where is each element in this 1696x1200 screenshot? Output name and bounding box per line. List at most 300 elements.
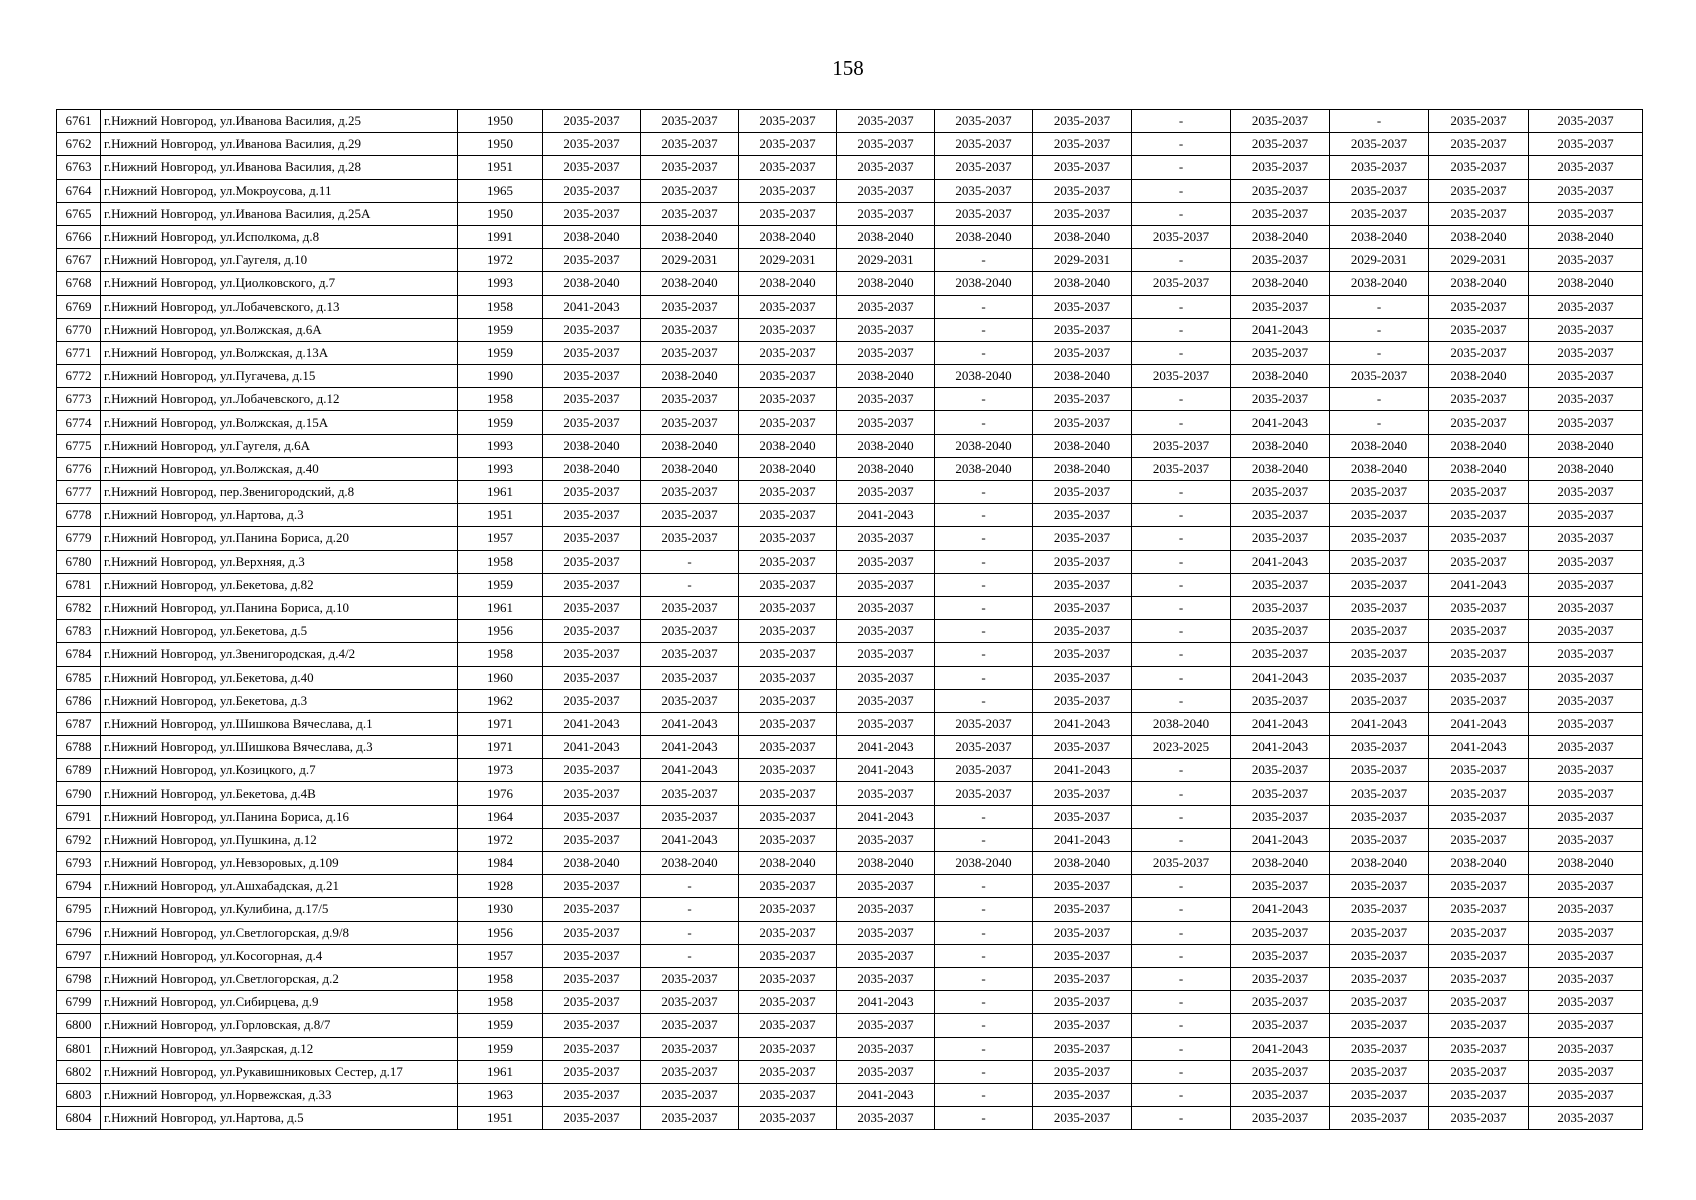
row-number-cell: 6774 — [57, 411, 101, 434]
period-cell-1: 2041-2043 — [543, 295, 641, 318]
period-cell-5: - — [935, 388, 1033, 411]
period-cell-4: 2035-2037 — [837, 828, 935, 851]
address-cell: г.Нижний Новгород, ул.Козицкого, д.7 — [101, 759, 458, 782]
period-cell-10: 2035-2037 — [1429, 1107, 1529, 1130]
table-row — [57, 133, 1643, 156]
period-cell-3: 2035-2037 — [739, 921, 837, 944]
row-number-cell: 6763 — [57, 156, 101, 179]
period-cell-11: 2035-2037 — [1529, 596, 1643, 619]
period-cell-10: 2035-2037 — [1429, 550, 1529, 573]
row-number-cell: 6798 — [57, 967, 101, 990]
year-cell: 1951 — [458, 156, 543, 179]
period-cell-7: - — [1132, 1037, 1231, 1060]
row-number-cell: 6792 — [57, 828, 101, 851]
table-body — [57, 110, 1643, 1130]
period-cell-1: 2035-2037 — [543, 1060, 641, 1083]
address-cell: г.Нижний Новгород, ул.Заярская, д.12 — [101, 1037, 458, 1060]
period-cell-4: 2035-2037 — [837, 620, 935, 643]
year-cell: 1984 — [458, 852, 543, 875]
period-cell-8: 2035-2037 — [1231, 991, 1330, 1014]
period-cell-10: 2035-2037 — [1429, 759, 1529, 782]
period-cell-7: - — [1132, 689, 1231, 712]
period-cell-11: 2035-2037 — [1529, 550, 1643, 573]
period-cell-1: 2035-2037 — [543, 341, 641, 364]
period-cell-7: - — [1132, 411, 1231, 434]
period-cell-8: 2035-2037 — [1231, 388, 1330, 411]
period-cell-2: 2035-2037 — [641, 1060, 739, 1083]
table-row — [57, 898, 1643, 921]
row-number-cell: 6776 — [57, 457, 101, 480]
period-cell-2: 2035-2037 — [641, 388, 739, 411]
period-cell-6: 2041-2043 — [1033, 828, 1132, 851]
period-cell-4: 2035-2037 — [837, 527, 935, 550]
period-cell-4: 2035-2037 — [837, 573, 935, 596]
period-cell-11: 2035-2037 — [1529, 1107, 1643, 1130]
period-cell-8: 2035-2037 — [1231, 1014, 1330, 1037]
period-cell-8: 2041-2043 — [1231, 898, 1330, 921]
period-cell-3: 2035-2037 — [739, 504, 837, 527]
period-cell-10: 2035-2037 — [1429, 921, 1529, 944]
period-cell-8: 2041-2043 — [1231, 550, 1330, 573]
table-row — [57, 991, 1643, 1014]
period-cell-10: 2035-2037 — [1429, 1014, 1529, 1037]
year-cell: 1950 — [458, 202, 543, 225]
period-cell-1: 2035-2037 — [543, 550, 641, 573]
period-cell-7: 2035-2037 — [1132, 225, 1231, 248]
period-cell-7: - — [1132, 828, 1231, 851]
period-cell-1: 2035-2037 — [543, 1083, 641, 1106]
row-number-cell: 6791 — [57, 805, 101, 828]
period-cell-1: 2035-2037 — [543, 504, 641, 527]
period-cell-3: 2035-2037 — [739, 991, 837, 1014]
period-cell-4: 2041-2043 — [837, 1083, 935, 1106]
period-cell-6: 2035-2037 — [1033, 295, 1132, 318]
period-cell-5: - — [935, 689, 1033, 712]
period-cell-1: 2035-2037 — [543, 991, 641, 1014]
table-row — [57, 341, 1643, 364]
period-cell-11: 2038-2040 — [1529, 225, 1643, 248]
period-cell-8: 2041-2043 — [1231, 666, 1330, 689]
period-cell-6: 2035-2037 — [1033, 944, 1132, 967]
period-cell-7: - — [1132, 133, 1231, 156]
address-cell: г.Нижний Новгород, ул.Лобачевского, д.13 — [101, 295, 458, 318]
row-number-cell: 6785 — [57, 666, 101, 689]
period-cell-10: 2035-2037 — [1429, 620, 1529, 643]
period-cell-11: 2035-2037 — [1529, 504, 1643, 527]
period-cell-3: 2035-2037 — [739, 550, 837, 573]
period-cell-1: 2035-2037 — [543, 967, 641, 990]
period-cell-4: 2035-2037 — [837, 550, 935, 573]
period-cell-3: 2035-2037 — [739, 1107, 837, 1130]
period-cell-9: 2029-2031 — [1330, 249, 1429, 272]
period-cell-2: 2035-2037 — [641, 156, 739, 179]
row-number-cell: 6800 — [57, 1014, 101, 1037]
period-cell-4: 2035-2037 — [837, 179, 935, 202]
period-cell-3: 2035-2037 — [739, 967, 837, 990]
address-cell: г.Нижний Новгород, ул.Волжская, д.6А — [101, 318, 458, 341]
year-cell: 1963 — [458, 1083, 543, 1106]
period-cell-10: 2035-2037 — [1429, 643, 1529, 666]
period-cell-8: 2035-2037 — [1231, 689, 1330, 712]
period-cell-2: - — [641, 573, 739, 596]
period-cell-5: - — [935, 643, 1033, 666]
period-cell-10: 2035-2037 — [1429, 133, 1529, 156]
period-cell-5: - — [935, 1060, 1033, 1083]
period-cell-5: - — [935, 411, 1033, 434]
period-cell-3: 2035-2037 — [739, 828, 837, 851]
period-cell-10: 2035-2037 — [1429, 202, 1529, 225]
row-number-cell: 6803 — [57, 1083, 101, 1106]
period-cell-11: 2035-2037 — [1529, 944, 1643, 967]
period-cell-8: 2038-2040 — [1231, 272, 1330, 295]
period-cell-11: 2035-2037 — [1529, 318, 1643, 341]
period-cell-2: 2035-2037 — [641, 991, 739, 1014]
row-number-cell: 6772 — [57, 365, 101, 388]
period-cell-1: 2038-2040 — [543, 457, 641, 480]
year-cell: 1972 — [458, 828, 543, 851]
period-cell-4: 2041-2043 — [837, 991, 935, 1014]
period-cell-9: 2035-2037 — [1330, 898, 1429, 921]
year-cell: 1959 — [458, 1014, 543, 1037]
period-cell-6: 2035-2037 — [1033, 620, 1132, 643]
period-cell-2: 2035-2037 — [641, 110, 739, 133]
period-cell-6: 2035-2037 — [1033, 133, 1132, 156]
period-cell-5: - — [935, 527, 1033, 550]
period-cell-3: 2035-2037 — [739, 411, 837, 434]
period-cell-8: 2041-2043 — [1231, 318, 1330, 341]
period-cell-6: 2035-2037 — [1033, 411, 1132, 434]
period-cell-5: 2038-2040 — [935, 365, 1033, 388]
period-cell-8: 2035-2037 — [1231, 805, 1330, 828]
row-number-cell: 6784 — [57, 643, 101, 666]
period-cell-1: 2035-2037 — [543, 249, 641, 272]
period-cell-8: 2035-2037 — [1231, 620, 1330, 643]
row-number-cell: 6766 — [57, 225, 101, 248]
period-cell-9: 2035-2037 — [1330, 202, 1429, 225]
period-cell-7: - — [1132, 388, 1231, 411]
period-cell-11: 2038-2040 — [1529, 434, 1643, 457]
period-cell-3: 2035-2037 — [739, 898, 837, 921]
period-cell-2: 2038-2040 — [641, 225, 739, 248]
year-cell: 1959 — [458, 341, 543, 364]
period-cell-2: 2035-2037 — [641, 1107, 739, 1130]
table-row — [57, 457, 1643, 480]
row-number-cell: 6769 — [57, 295, 101, 318]
table-row — [57, 759, 1643, 782]
table-row — [57, 411, 1643, 434]
year-cell: 1950 — [458, 110, 543, 133]
period-cell-2: 2038-2040 — [641, 434, 739, 457]
period-cell-11: 2035-2037 — [1529, 573, 1643, 596]
period-cell-10: 2041-2043 — [1429, 712, 1529, 735]
period-cell-4: 2035-2037 — [837, 921, 935, 944]
year-cell: 1951 — [458, 504, 543, 527]
period-cell-2: 2041-2043 — [641, 759, 739, 782]
period-cell-9: 2038-2040 — [1330, 434, 1429, 457]
period-cell-3: 2035-2037 — [739, 341, 837, 364]
period-cell-7: - — [1132, 875, 1231, 898]
period-cell-10: 2035-2037 — [1429, 110, 1529, 133]
period-cell-1: 2035-2037 — [543, 110, 641, 133]
period-cell-9: 2035-2037 — [1330, 944, 1429, 967]
period-cell-7: 2035-2037 — [1132, 457, 1231, 480]
period-cell-4: 2035-2037 — [837, 1107, 935, 1130]
address-cell: г.Нижний Новгород, ул.Норвежская, д.33 — [101, 1083, 458, 1106]
period-cell-10: 2035-2037 — [1429, 967, 1529, 990]
address-cell: г.Нижний Новгород, ул.Бекетова, д.4В — [101, 782, 458, 805]
period-cell-11: 2035-2037 — [1529, 875, 1643, 898]
row-number-cell: 6762 — [57, 133, 101, 156]
address-cell: г.Нижний Новгород, ул.Иванова Василия, д.25 — [101, 110, 458, 133]
period-cell-2: 2038-2040 — [641, 457, 739, 480]
period-cell-5: - — [935, 620, 1033, 643]
row-number-cell: 6782 — [57, 596, 101, 619]
period-cell-10: 2035-2037 — [1429, 179, 1529, 202]
period-cell-10: 2035-2037 — [1429, 388, 1529, 411]
period-cell-2: 2035-2037 — [641, 805, 739, 828]
period-cell-3: 2038-2040 — [739, 225, 837, 248]
period-cell-9: - — [1330, 388, 1429, 411]
period-cell-9: 2035-2037 — [1330, 527, 1429, 550]
period-cell-1: 2035-2037 — [543, 1014, 641, 1037]
year-cell: 1960 — [458, 666, 543, 689]
address-cell: г.Нижний Новгород, ул.Иванова Василия, д.29 — [101, 133, 458, 156]
row-number-cell: 6795 — [57, 898, 101, 921]
period-cell-9: 2035-2037 — [1330, 805, 1429, 828]
period-cell-1: 2035-2037 — [543, 828, 641, 851]
year-cell: 1961 — [458, 1060, 543, 1083]
period-cell-10: 2035-2037 — [1429, 782, 1529, 805]
period-cell-4: 2038-2040 — [837, 852, 935, 875]
period-cell-9: 2035-2037 — [1330, 828, 1429, 851]
period-cell-8: 2035-2037 — [1231, 596, 1330, 619]
period-cell-2: 2035-2037 — [641, 411, 739, 434]
row-number-cell: 6799 — [57, 991, 101, 1014]
period-cell-2: 2035-2037 — [641, 666, 739, 689]
period-cell-4: 2035-2037 — [837, 1060, 935, 1083]
row-number-cell: 6778 — [57, 504, 101, 527]
table-row — [57, 272, 1643, 295]
address-cell: г.Нижний Новгород, ул.Гаугеля, д.6А — [101, 434, 458, 457]
period-cell-5: - — [935, 898, 1033, 921]
table-row — [57, 1014, 1643, 1037]
year-cell: 1993 — [458, 272, 543, 295]
period-cell-3: 2035-2037 — [739, 388, 837, 411]
row-number-cell: 6765 — [57, 202, 101, 225]
row-number-cell: 6786 — [57, 689, 101, 712]
period-cell-3: 2035-2037 — [739, 365, 837, 388]
period-cell-4: 2035-2037 — [837, 156, 935, 179]
period-cell-8: 2038-2040 — [1231, 225, 1330, 248]
period-cell-8: 2035-2037 — [1231, 573, 1330, 596]
address-cell: г.Нижний Новгород, ул.Бекетова, д.82 — [101, 573, 458, 596]
period-cell-9: 2035-2037 — [1330, 1037, 1429, 1060]
period-cell-6: 2035-2037 — [1033, 643, 1132, 666]
year-cell: 1964 — [458, 805, 543, 828]
period-cell-11: 2035-2037 — [1529, 388, 1643, 411]
row-number-cell: 6789 — [57, 759, 101, 782]
row-number-cell: 6788 — [57, 736, 101, 759]
period-cell-9: 2035-2037 — [1330, 156, 1429, 179]
period-cell-6: 2035-2037 — [1033, 527, 1132, 550]
period-cell-6: 2035-2037 — [1033, 736, 1132, 759]
period-cell-11: 2035-2037 — [1529, 179, 1643, 202]
period-cell-9: 2035-2037 — [1330, 1107, 1429, 1130]
row-number-cell: 6775 — [57, 434, 101, 457]
period-cell-8: 2035-2037 — [1231, 875, 1330, 898]
period-cell-4: 2035-2037 — [837, 295, 935, 318]
period-cell-2: 2041-2043 — [641, 712, 739, 735]
period-cell-6: 2035-2037 — [1033, 318, 1132, 341]
period-cell-4: 2038-2040 — [837, 434, 935, 457]
period-cell-7: - — [1132, 944, 1231, 967]
period-cell-9: 2041-2043 — [1330, 712, 1429, 735]
address-cell: г.Нижний Новгород, ул.Сибирцева, д.9 — [101, 991, 458, 1014]
period-cell-6: 2035-2037 — [1033, 550, 1132, 573]
period-cell-3: 2038-2040 — [739, 272, 837, 295]
period-cell-11: 2035-2037 — [1529, 967, 1643, 990]
period-cell-5: - — [935, 318, 1033, 341]
period-cell-2: 2035-2037 — [641, 295, 739, 318]
period-cell-2: 2035-2037 — [641, 504, 739, 527]
table-row — [57, 875, 1643, 898]
period-cell-4: 2035-2037 — [837, 388, 935, 411]
period-cell-8: 2035-2037 — [1231, 295, 1330, 318]
period-cell-4: 2035-2037 — [837, 341, 935, 364]
period-cell-1: 2035-2037 — [543, 411, 641, 434]
period-cell-1: 2035-2037 — [543, 133, 641, 156]
address-cell: г.Нижний Новгород, ул.Бекетова, д.40 — [101, 666, 458, 689]
row-number-cell: 6787 — [57, 712, 101, 735]
period-cell-7: - — [1132, 782, 1231, 805]
year-cell: 1958 — [458, 388, 543, 411]
year-cell: 1956 — [458, 620, 543, 643]
period-cell-9: 2038-2040 — [1330, 852, 1429, 875]
period-cell-6: 2035-2037 — [1033, 875, 1132, 898]
period-cell-9: - — [1330, 110, 1429, 133]
year-cell: 1957 — [458, 527, 543, 550]
period-cell-7: - — [1132, 805, 1231, 828]
period-cell-4: 2038-2040 — [837, 225, 935, 248]
table-row — [57, 689, 1643, 712]
period-cell-1: 2035-2037 — [543, 689, 641, 712]
period-cell-10: 2035-2037 — [1429, 805, 1529, 828]
period-cell-2: 2035-2037 — [641, 643, 739, 666]
period-cell-7: - — [1132, 666, 1231, 689]
period-cell-11: 2035-2037 — [1529, 1083, 1643, 1106]
period-cell-8: 2041-2043 — [1231, 736, 1330, 759]
table-row — [57, 805, 1643, 828]
period-cell-11: 2035-2037 — [1529, 411, 1643, 434]
year-cell: 1958 — [458, 643, 543, 666]
address-cell: г.Нижний Новгород, ул.Исполкома, д.8 — [101, 225, 458, 248]
table-row — [57, 1107, 1643, 1130]
year-cell: 1959 — [458, 1037, 543, 1060]
period-cell-5: - — [935, 805, 1033, 828]
period-cell-7: - — [1132, 1107, 1231, 1130]
period-cell-9: 2035-2037 — [1330, 133, 1429, 156]
period-cell-1: 2035-2037 — [543, 573, 641, 596]
period-cell-8: 2038-2040 — [1231, 457, 1330, 480]
period-cell-7: - — [1132, 643, 1231, 666]
period-cell-1: 2035-2037 — [543, 365, 641, 388]
period-cell-6: 2035-2037 — [1033, 921, 1132, 944]
period-cell-3: 2035-2037 — [739, 318, 837, 341]
table-row — [57, 828, 1643, 851]
period-cell-5: 2035-2037 — [935, 202, 1033, 225]
year-cell: 1959 — [458, 573, 543, 596]
period-cell-7: - — [1132, 295, 1231, 318]
period-cell-11: 2035-2037 — [1529, 782, 1643, 805]
period-cell-7: 2023-2025 — [1132, 736, 1231, 759]
period-cell-4: 2035-2037 — [837, 1014, 935, 1037]
period-cell-10: 2035-2037 — [1429, 1083, 1529, 1106]
period-cell-1: 2035-2037 — [543, 156, 641, 179]
year-cell: 1958 — [458, 550, 543, 573]
period-cell-9: 2035-2037 — [1330, 991, 1429, 1014]
period-cell-5: 2035-2037 — [935, 782, 1033, 805]
period-cell-5: 2035-2037 — [935, 133, 1033, 156]
period-cell-10: 2035-2037 — [1429, 1037, 1529, 1060]
period-cell-4: 2035-2037 — [837, 782, 935, 805]
period-cell-8: 2035-2037 — [1231, 1107, 1330, 1130]
period-cell-5: 2038-2040 — [935, 852, 1033, 875]
period-cell-11: 2035-2037 — [1529, 828, 1643, 851]
address-cell: г.Нижний Новгород, ул.Бекетова, д.5 — [101, 620, 458, 643]
period-cell-5: - — [935, 944, 1033, 967]
period-cell-1: 2035-2037 — [543, 620, 641, 643]
year-cell: 1957 — [458, 944, 543, 967]
period-cell-6: 2035-2037 — [1033, 596, 1132, 619]
year-cell: 1971 — [458, 736, 543, 759]
period-cell-4: 2035-2037 — [837, 202, 935, 225]
period-cell-9: - — [1330, 295, 1429, 318]
period-cell-11: 2035-2037 — [1529, 202, 1643, 225]
address-cell: г.Нижний Новгород, ул.Волжская, д.13А — [101, 341, 458, 364]
period-cell-4: 2035-2037 — [837, 898, 935, 921]
period-cell-3: 2035-2037 — [739, 110, 837, 133]
period-cell-6: 2038-2040 — [1033, 852, 1132, 875]
period-cell-8: 2035-2037 — [1231, 133, 1330, 156]
table-row — [57, 736, 1643, 759]
period-cell-2: 2035-2037 — [641, 1014, 739, 1037]
period-cell-4: 2035-2037 — [837, 875, 935, 898]
table-row — [57, 712, 1643, 735]
row-number-cell: 6767 — [57, 249, 101, 272]
period-cell-10: 2035-2037 — [1429, 991, 1529, 1014]
period-cell-1: 2038-2040 — [543, 225, 641, 248]
row-number-cell: 6771 — [57, 341, 101, 364]
period-cell-5: - — [935, 666, 1033, 689]
period-cell-2: 2035-2037 — [641, 179, 739, 202]
period-cell-3: 2035-2037 — [739, 736, 837, 759]
period-cell-2: 2038-2040 — [641, 365, 739, 388]
address-cell: г.Нижний Новгород, ул.Волжская, д.15А — [101, 411, 458, 434]
period-cell-7: - — [1132, 341, 1231, 364]
year-cell: 1958 — [458, 295, 543, 318]
period-cell-10: 2035-2037 — [1429, 828, 1529, 851]
period-cell-5: 2035-2037 — [935, 712, 1033, 735]
period-cell-9: 2035-2037 — [1330, 666, 1429, 689]
period-cell-6: 2035-2037 — [1033, 782, 1132, 805]
period-cell-6: 2035-2037 — [1033, 202, 1132, 225]
period-cell-3: 2035-2037 — [739, 295, 837, 318]
period-cell-3: 2035-2037 — [739, 1037, 837, 1060]
row-number-cell: 6764 — [57, 179, 101, 202]
period-cell-5: 2035-2037 — [935, 179, 1033, 202]
address-cell: г.Нижний Новгород, ул.Волжская, д.40 — [101, 457, 458, 480]
period-cell-2: - — [641, 921, 739, 944]
